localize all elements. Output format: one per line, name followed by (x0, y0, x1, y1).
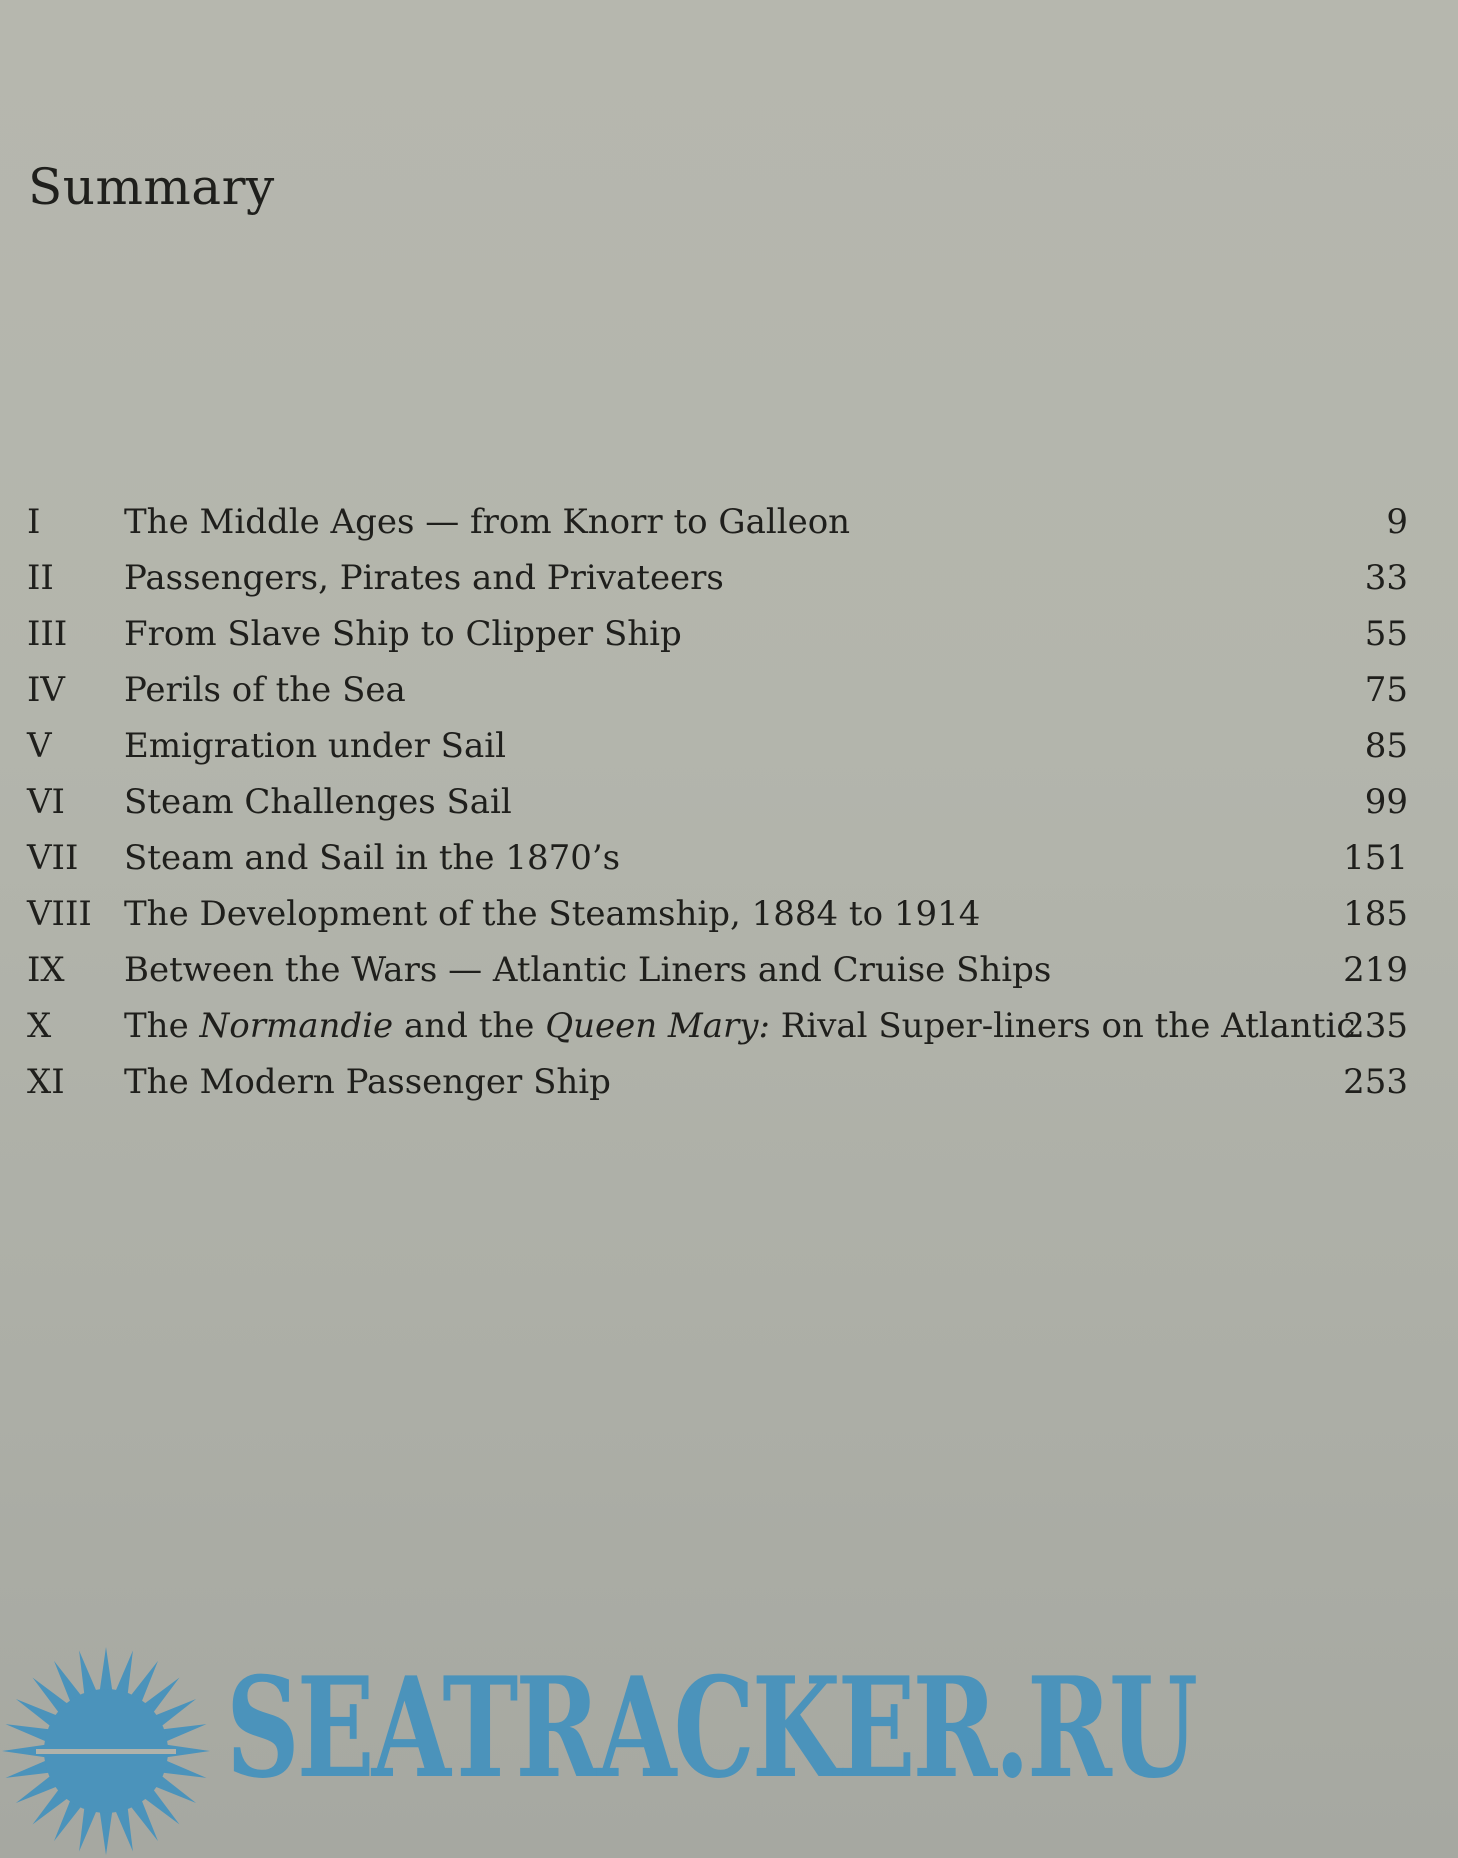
chapter-page-number: 185 (1343, 894, 1408, 934)
chapter-title-text: Between the Wars — Atlantic Liners and Cruise Ships (124, 950, 1052, 990)
toc-row (0, 774, 1458, 830)
chapter-title (124, 998, 1355, 1054)
toc-row (0, 662, 1458, 718)
toc-row (0, 606, 1458, 662)
chapter-number: X (27, 1006, 52, 1046)
chapter-title-italic: Queen Mary: (545, 1006, 770, 1046)
chapter-title (124, 1054, 611, 1110)
toc-row (0, 718, 1458, 774)
chapter-page-number: 33 (1364, 558, 1408, 598)
page-title: Summary (28, 158, 275, 216)
chapter-title-text: The Modern Passenger Ship (124, 1062, 611, 1102)
chapter-page-number: 253 (1343, 1062, 1408, 1102)
chapter-page-number: 99 (1364, 782, 1408, 822)
chapter-title-text: Passengers, Pirates and Privateers (124, 558, 724, 598)
chapter-number: V (27, 726, 52, 766)
watermark-text: SEATRACKER.RU (226, 1646, 1196, 1809)
chapter-number: IX (27, 950, 65, 990)
chapter-title-text: The Middle Ages — from Knorr to Galleon (124, 502, 851, 542)
toc-row (0, 886, 1458, 942)
chapter-title-text: Emigration under Sail (124, 726, 506, 766)
chapter-title-text: From Slave Ship to Clipper Ship (124, 614, 682, 654)
toc-row (0, 998, 1458, 1054)
chapter-number: VIII (27, 894, 92, 934)
sun-logo-icon (0, 1645, 212, 1857)
chapter-page-number: 85 (1364, 726, 1408, 766)
toc-row (0, 1054, 1458, 1110)
chapter-title (124, 718, 506, 774)
chapter-title-text: The Development of the Steamship, 1884 to 1914 (124, 894, 981, 934)
chapter-title-text: The (124, 1006, 200, 1046)
chapter-title-text: and the (393, 1006, 546, 1046)
toc-row (0, 830, 1458, 886)
chapter-title (124, 942, 1051, 998)
chapter-page-number: 235 (1343, 1006, 1408, 1046)
chapter-title (124, 606, 682, 662)
chapter-title-text: Perils of the Sea (124, 670, 406, 710)
chapter-number: II (27, 558, 54, 598)
chapter-title (124, 494, 850, 550)
chapter-title-italic: Normandie (199, 1006, 394, 1046)
chapter-number: XI (27, 1062, 65, 1102)
watermark (0, 1645, 1458, 1858)
chapter-number: III (27, 614, 68, 654)
table-of-contents (0, 494, 1458, 1110)
chapter-title (124, 550, 724, 606)
chapter-page-number: 219 (1343, 950, 1408, 990)
chapter-title-text: Steam and Sail in the 1870’s (124, 838, 621, 878)
chapter-title (124, 886, 980, 942)
chapter-title (124, 830, 620, 886)
chapter-page-number: 151 (1343, 838, 1408, 878)
chapter-number: IV (27, 670, 65, 710)
chapter-title-text: Rival Super-liners on the Atlantic (769, 1006, 1356, 1046)
chapter-page-number: 75 (1364, 670, 1408, 710)
chapter-number: VII (27, 838, 79, 878)
toc-row (0, 550, 1458, 606)
chapter-number: I (27, 502, 41, 542)
chapter-title (124, 774, 512, 830)
chapter-number: VI (27, 782, 65, 822)
chapter-title-text: Steam Challenges Sail (124, 782, 512, 822)
toc-row (0, 494, 1458, 550)
toc-row (0, 942, 1458, 998)
chapter-page-number: 55 (1364, 614, 1408, 654)
chapter-page-number: 9 (1386, 502, 1408, 542)
chapter-title (124, 662, 406, 718)
